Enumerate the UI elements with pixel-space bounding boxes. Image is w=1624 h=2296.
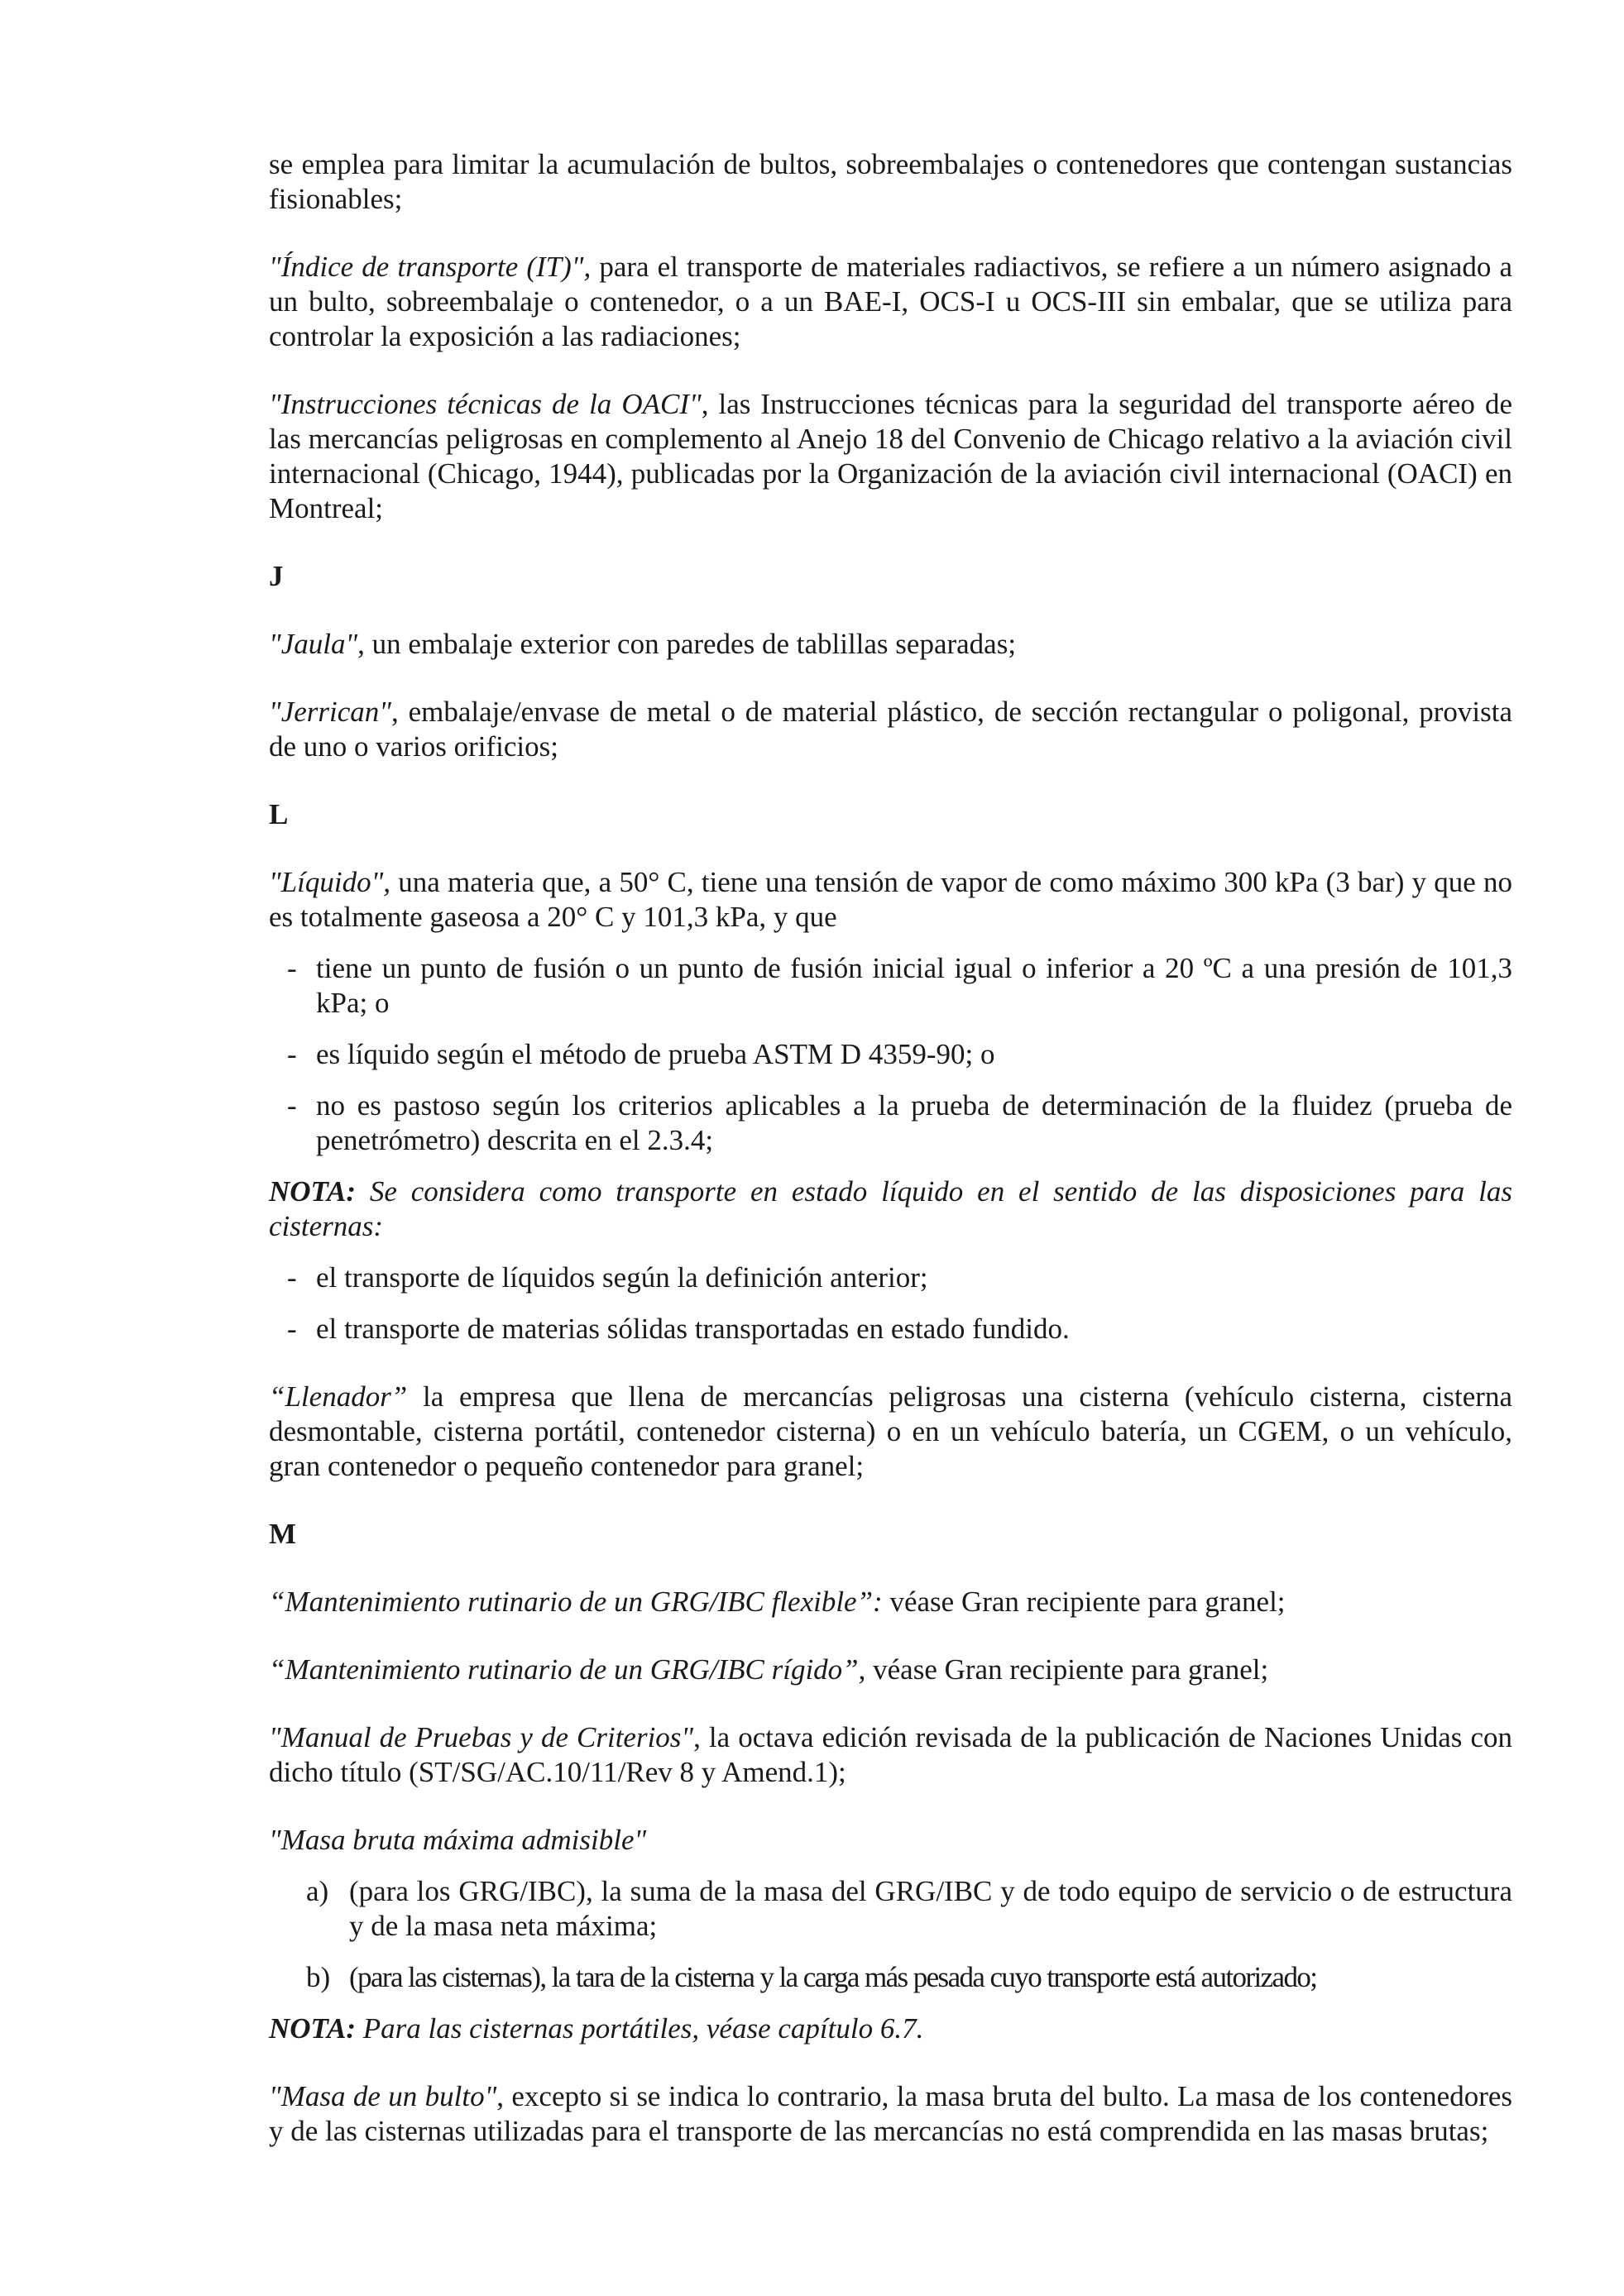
definition-masa-bulto [269, 2079, 1512, 2149]
definition-term: "Masa de un bulto" [269, 2080, 497, 2112]
definition-text: , embalaje/envase de metal o de material plástico, de sección rectangular o poligonal, provista de uno o varios orificios; [269, 696, 1512, 763]
definition-term: "Líquido", [269, 866, 391, 898]
definition-term: "Manual de Pruebas y de Criterios" [269, 1721, 694, 1753]
section-letter-m: M [269, 1518, 297, 1550]
list-dash: - [287, 1261, 297, 1294]
list-item-text: tiene un punto de fusión o un punto de fusión inicial igual o inferior a 20 ºC a una presión de 101,3 kPa; o [316, 952, 1512, 1019]
definition-instrucciones-oaci [269, 387, 1512, 526]
list-dash: - [287, 952, 297, 984]
paragraph-fisionables [269, 147, 1512, 217]
nota-cisternas-portatiles [269, 2011, 1512, 2046]
list-item-text: el transporte de materias sólidas transportadas en estado fundido. [316, 1313, 1070, 1345]
definition-term: "Jerrican" [269, 696, 391, 728]
list-dash: - [287, 1313, 297, 1345]
nota-label: NOTA: [269, 2012, 356, 2045]
list-item [269, 1260, 1512, 1295]
paragraph-text: se emplea para limitar la acumulación de bultos, sobreembalajes o contenedores que contengan sustancias fisionables; [269, 148, 1512, 215]
definition-text: véase Gran recipiente para granel; [882, 1586, 1286, 1618]
section-letter-j: J [269, 560, 284, 592]
nota-text: Para las cisternas portátiles, véase capítulo 6.7. [356, 2012, 924, 2045]
definition-text: para el transporte de materiales radiactivos, se refiere a un número asignado a un bulto, sobreembalaje o contenedor, o a un BAE-I, OCS-I u OCS-III sin embalar, que se utiliza para controlar la exposición a las radiaciones; [269, 251, 1512, 352]
definition-text: , la octava edición revisada de la publicación de Naciones Unidas con dicho título (ST/SG/AC.10/11/Rev 8 y Amend.1); [269, 1721, 1512, 1788]
definition-text: , un embalaje exterior con paredes de tablillas separadas; [357, 628, 1017, 660]
definition-llenador [269, 1380, 1512, 1484]
list-item [269, 1960, 1512, 1995]
definition-term: "Jaula" [269, 628, 358, 660]
definition-mantenimiento-rigido [269, 1653, 1512, 1687]
list-item-text: el transporte de líquidos según la definición anterior; [316, 1261, 928, 1294]
definition-liquido [269, 865, 1512, 935]
definition-indice-transporte [269, 250, 1512, 354]
definition-jerrican [269, 695, 1512, 764]
list-letter: b) [306, 1961, 331, 1993]
definition-masa-bruta [269, 1823, 1512, 1858]
definition-term: "Masa bruta máxima admisible" [269, 1824, 647, 1856]
nota-liquido [269, 1174, 1512, 1244]
definition-term: "Índice de transporte (IT)", [269, 251, 592, 283]
definition-term: “Mantenimiento rutinario de un GRG/IBC flexible”: [269, 1586, 883, 1618]
definition-term: “Mantenimiento rutinario de un GRG/IBC rígido” [269, 1653, 859, 1686]
definition-mantenimiento-flexible [269, 1585, 1512, 1619]
nota-text: Se considera como transporte en estado líquido en el sentido de las disposiciones para las cisternas: [269, 1175, 1512, 1242]
definition-text: , las Instrucciones técnicas para la seguridad del transporte aéreo de las mercancías peligrosas en complemento al Anejo 18 del Convenio de Chicago relativo a la aviación civil internacional (Chicago, 1944), publicadas por la Organización de la aviación civil internacional (OACI) en Montreal; [269, 388, 1512, 524]
definition-jaula [269, 627, 1512, 662]
definition-text: la empresa que llena de mercancías peligrosas una cisterna (vehículo cisterna, cisterna desmontable, cisterna portátil, contenedor cisterna) o en un vehículo batería, un CGEM, o un vehículo, gran contenedor o pequeño contenedor para granel; [269, 1380, 1512, 1482]
list-dash: - [287, 1089, 297, 1122]
definition-manual-pruebas [269, 1720, 1512, 1790]
document-page [269, 147, 1512, 2149]
nota-label: NOTA: [269, 1175, 356, 1208]
definition-term: “Llenador” [269, 1380, 408, 1413]
list-letter: a) [306, 1875, 329, 1907]
definition-term: "Instrucciones técnicas de la OACI" [269, 388, 702, 420]
list-item [269, 951, 1512, 1021]
list-item [269, 1312, 1512, 1347]
list-item-text: (para las cisternas), la tara de la cisterna y la carga más pesada cuyo transporte está autorizado; [349, 1961, 1317, 1993]
section-letter-l: L [269, 798, 289, 830]
list-dash: - [287, 1038, 297, 1070]
list-item [269, 1088, 1512, 1158]
definition-text: , excepto si se indica lo contrario, la masa bruta del bulto. La masa de los contenedores y de las cisternas utilizadas para el transporte de las mercancías no está comprendida en las masas brutas; [269, 2080, 1513, 2147]
definition-text: una materia que, a 50° C, tiene una tensión de vapor de como máximo 300 kPa (3 bar) y que no es totalmente gaseosa a 20° C y 101,3 kPa, y que [269, 866, 1512, 933]
definition-text: , véase Gran recipiente para granel; [858, 1653, 1269, 1686]
list-item-text: no es pastoso según los criterios aplicables a la prueba de determinación de la fluidez (prueba de penetrómetro) descrita en el 2.3.4; [316, 1089, 1512, 1156]
list-item-text: (para los GRG/IBC), la suma de la masa del GRG/IBC y de todo equipo de servicio o de estructura y de la masa neta máxima; [349, 1875, 1512, 1942]
list-item [269, 1037, 1512, 1072]
list-item-text: es líquido según el método de prueba ASTM D 4359-90; o [316, 1038, 995, 1070]
list-item [269, 1874, 1512, 1944]
